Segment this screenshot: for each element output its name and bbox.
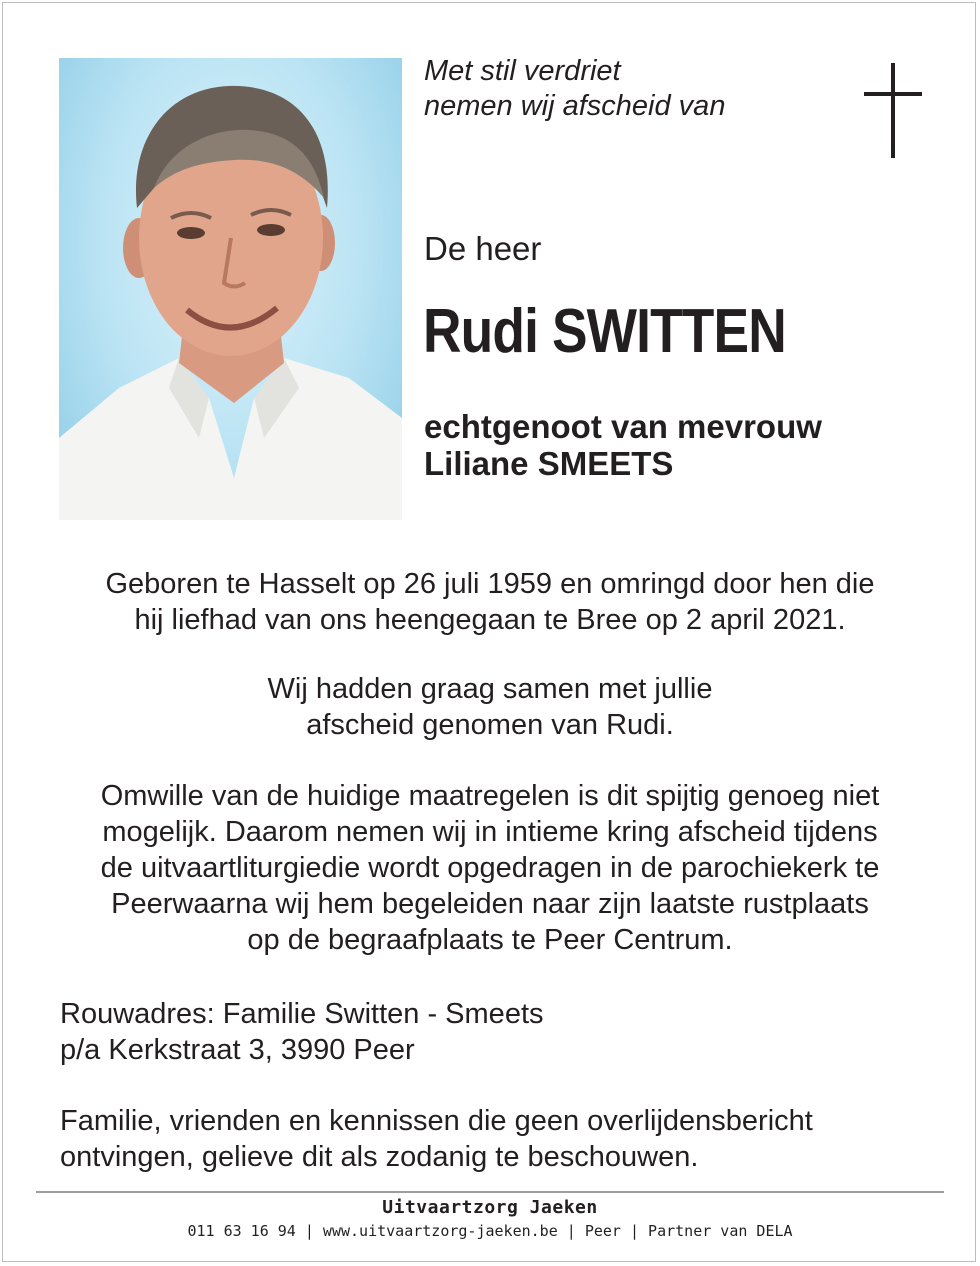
address-line: p/a Kerkstraat 3, 3990 Peer — [60, 1034, 415, 1066]
paragraph-line: Geboren te Hasselt op 26 juli 1959 en omringd door hen die — [105, 568, 875, 600]
mourning-address — [60, 996, 544, 1068]
notice-paragraph — [60, 1103, 813, 1175]
paragraph-line: mogelijk. Daarom nemen wij in intieme kring afscheid tijdens — [102, 816, 878, 848]
paragraph-line: afscheid genomen van Rudi. — [306, 709, 674, 741]
paragraph-line: op de begraafplaats te Peer Centrum. — [247, 924, 733, 956]
spouse-line: echtgenoot van mevrouw — [424, 408, 822, 445]
paragraph-line: Peerwaarna wij hem begeleiden naar zijn laatste rustplaats — [111, 888, 869, 920]
latin-cross-icon — [864, 63, 922, 158]
deceased-name: Rudi SWITTEN — [423, 297, 786, 366]
intro-line: Met stil verdriet — [424, 55, 621, 87]
spouse-text — [424, 408, 822, 482]
address-line: Rouwadres: Familie Switten - Smeets — [60, 998, 544, 1030]
paragraph-line: de uitvaartliturgiedie wordt opgedragen in de parochiekerk te — [100, 852, 880, 884]
paragraph-line: Wij hadden graag samen met jullie — [267, 673, 713, 705]
birth-death-paragraph — [40, 566, 940, 638]
portrait-photo — [59, 58, 402, 520]
funeral-company-contact: 011 63 16 94 | www.uitvaartzorg-jaeken.be | Peer | Partner van DELA — [187, 1222, 793, 1240]
paragraph-line: hij liefhad van ons heengegaan te Bree op 2 april 2021. — [134, 604, 846, 636]
funeral-company-name: Uitvaartzorg Jaeken — [382, 1197, 598, 1218]
intro-text — [424, 54, 725, 124]
honorific: De heer — [424, 230, 542, 267]
intro-line: nemen wij afscheid van — [424, 90, 726, 122]
wish-paragraph — [40, 671, 940, 743]
footer-divider — [36, 1191, 944, 1193]
measures-paragraph — [40, 778, 940, 958]
paragraph-line: Omwille van de huidige maatregelen is dit spijtig genoeg niet — [100, 780, 880, 812]
paragraph-line: ontvingen, gelieve dit als zodanig te beschouwen. — [60, 1141, 699, 1173]
paragraph-line: Familie, vrienden en kennissen die geen overlijdensbericht — [60, 1105, 813, 1137]
spouse-name: Liliane SMEETS — [424, 445, 674, 482]
